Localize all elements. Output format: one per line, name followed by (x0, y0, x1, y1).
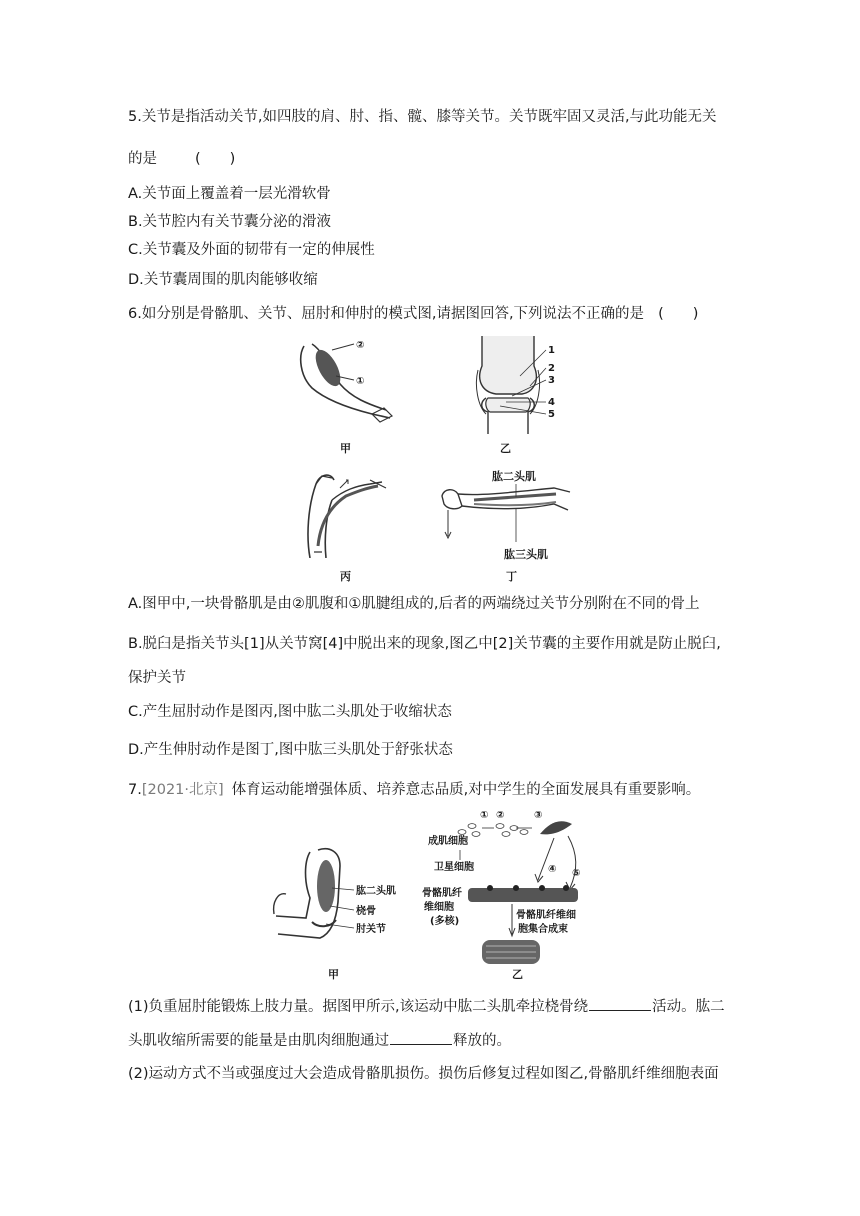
q6-yi-label-2: 2 (548, 363, 555, 374)
q6-figure-yi-joint (472, 336, 572, 434)
q7-yi-label-fiber-2: 维细胞 (424, 902, 454, 913)
q7-yi-label-bundle-2: 胞集合成束 (518, 924, 568, 935)
q7-caption-jia: 甲 (328, 968, 339, 981)
q6-figure-jia-arm-muscle (292, 336, 400, 426)
q7-jia-label-radius: 桡骨 (356, 906, 376, 917)
q5-stem-line1: 5.关节是指活动关节,如四肢的肩、肘、指、髋、膝等关节。关节既牢固又灵活,与此功能无关 (128, 109, 717, 125)
q6-option-d: D.产生伸肘动作是图丁,图中肱三头肌处于舒张状态 (128, 742, 453, 758)
q6-caption-ding: 丁 (506, 570, 517, 583)
q6-caption-bing: 丙 (340, 570, 351, 583)
q7-source: [2021·北京] (141, 782, 224, 798)
q6-ding-label-biceps: 肱二头肌 (492, 470, 536, 483)
q7-sub2-line1: (2)运动方式不当或强度过大会造成骨骼肌损伤。损伤后修复过程如图乙,骨骼肌纤维细胞表面 (128, 1066, 719, 1082)
q5-stem-line2 (128, 149, 235, 169)
q6-option-b-line1: B.脱臼是指关节头[1]从关节窝[4]中脱出来的现象,图乙中[2]关节囊的主要作用就是防止脱臼, (128, 636, 721, 652)
q7-yi-step-4: ④ (548, 864, 557, 875)
q7-yi-step-3: ③ (534, 810, 543, 821)
q6-yi-label-4: 4 (548, 397, 555, 408)
q6-caption-jia: 甲 (340, 442, 351, 455)
q7-yi-step-2: ② (496, 810, 505, 821)
q7-figure-yi-repair-process (420, 808, 592, 968)
q6-option-b-line2: 保护关节 (128, 670, 186, 686)
q7-sub1-blank-2[interactable] (390, 1030, 452, 1045)
q7-sub1-line2 (128, 1030, 511, 1051)
q7-figure-jia-arm (270, 842, 420, 942)
q7-sub1-blank-1[interactable] (589, 996, 651, 1011)
q6-caption-yi: 乙 (500, 442, 511, 455)
q5-option-a: A.关节面上覆盖着一层光滑软骨 (128, 186, 331, 202)
q7-caption-yi: 乙 (512, 968, 523, 981)
q7-yi-label-satellite: 卫星细胞 (434, 862, 474, 873)
q5-option-c: C.关节囊及外面的韧带有一定的伸展性 (128, 242, 375, 258)
q7-sub1-line1 (128, 996, 725, 1017)
q6-stem (128, 304, 698, 324)
q7-number: 7. (128, 782, 142, 798)
q7-sub1-text-a: (1)负重屈肘能锻炼上肢力量。据图甲所示,该运动中肱二头肌牵拉桡骨绕 (128, 999, 589, 1015)
q7-yi-label-fiber-1: 骨骼肌纤 (422, 888, 462, 899)
q7-sub1-text-b: 活动。肱二 (652, 999, 725, 1015)
q5-stem-tail: 的是 (128, 151, 157, 167)
q6-jia-label-1: ① (356, 376, 365, 387)
q6-option-c: C.产生屈肘动作是图丙,图中肱二头肌处于收缩状态 (128, 704, 452, 720)
q7-yi-step-1: ① (480, 810, 489, 821)
q5-answer-paren: ( ) (195, 151, 236, 167)
q7-yi-label-myoblast: 成肌细胞 (428, 836, 468, 847)
q5-option-d: D.关节囊周围的肌肉能够收缩 (128, 272, 318, 288)
q7-yi-label-multinucleate: (多核) (430, 916, 460, 927)
q6-stem-text: 6.如分别是骨骼肌、关节、屈肘和伸肘的模式图,请据图回答,下列说法不正确的是 (128, 306, 645, 322)
q7-stem-text: 体育运动能增强体质、培养意志品质,对中学生的全面发展具有重要影响。 (231, 782, 701, 798)
q7-yi-label-bundle-1: 骨骼肌纤维细 (516, 910, 576, 921)
q7-yi-step-5: ⑤ (572, 868, 581, 879)
q6-figure-bing-flexion (300, 466, 392, 558)
q6-yi-label-3: 3 (548, 375, 555, 386)
q5-option-b: B.关节腔内有关节囊分泌的滑液 (128, 214, 332, 230)
q6-answer-paren: ( ) (658, 306, 699, 322)
q6-yi-label-5: 5 (548, 409, 555, 420)
q6-yi-label-1: 1 (548, 345, 555, 356)
q7-sub1-text-d: 释放的。 (453, 1033, 511, 1049)
q6-ding-label-triceps: 肱三头肌 (504, 548, 548, 561)
q7-jia-label-biceps: 肱二头肌 (356, 886, 396, 897)
q6-jia-label-2: ② (356, 340, 365, 351)
q7-stem (128, 780, 700, 800)
q7-sub1-text-c: 头肌收缩所需要的能量是由肌肉细胞通过 (128, 1033, 389, 1049)
q6-option-a: A.图甲中,一块骨骼肌是由②肌腹和①肌腱组成的,后者的两端绕过关节分别附在不同的骨上 (128, 596, 700, 612)
q7-jia-label-elbow: 肘关节 (356, 924, 386, 935)
